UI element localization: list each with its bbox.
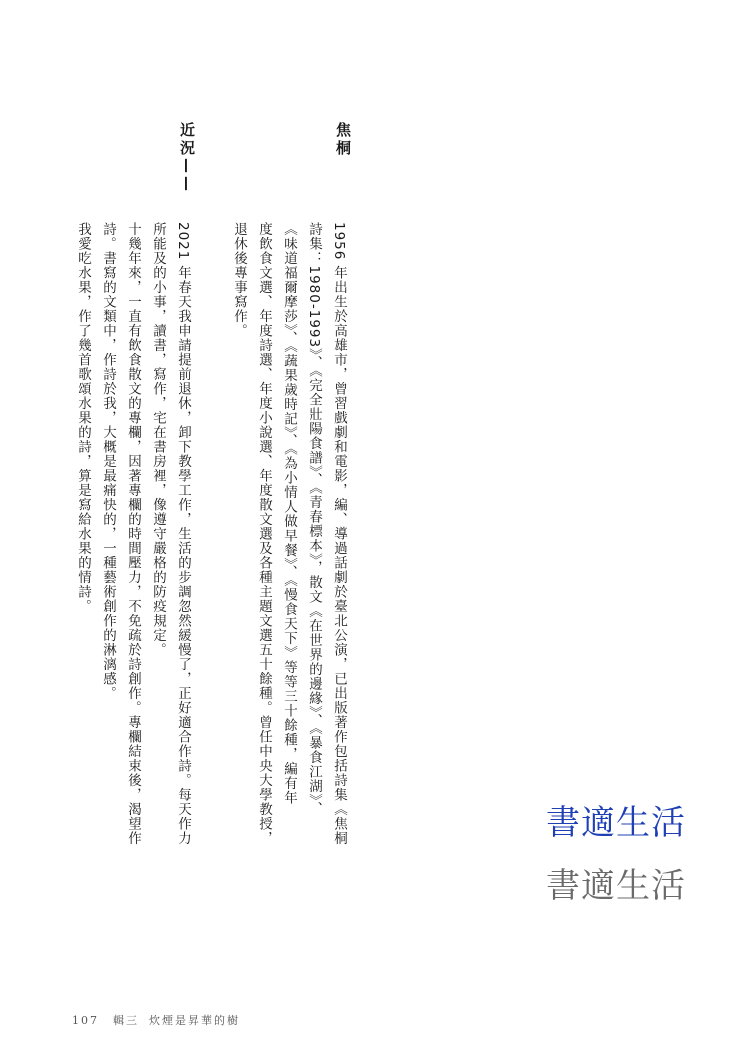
bio-line: 1956 年出生於高雄市，曾習戲劇和電影，編、導過話劇於臺北公演，已出版著作包括詩集《焦桐	[331, 222, 347, 846]
author-name-heading: 焦桐	[334, 122, 352, 158]
recent-news-heading: 近況——	[178, 122, 196, 194]
bio-line: 退休後專事寫作。	[231, 222, 247, 338]
bio-line: 詩集：1980-1993》、《完全壯陽食譜》、《青春標本》，散文《在世界的邊緣》、《暴食江湖》、	[306, 222, 322, 817]
book-title-secondary: 書適生活	[546, 866, 686, 906]
recent-news-body	[70, 222, 195, 846]
page-number: 107	[72, 1014, 99, 1027]
recent-line: 2021 年春天我申請提前退休，卸下教學工作，生活的步調忽然緩慢了，正好適合作詩。每天作力	[175, 222, 191, 846]
chapter-label: 輯三	[113, 1014, 139, 1027]
section-title: 炊煙是昇華的樹	[149, 1014, 240, 1027]
page-footer	[72, 1012, 240, 1028]
book-title-primary: 書適生活	[546, 803, 686, 843]
recent-line: 十幾年來，一直有飲食散文的專欄，因著專欄的時間壓力，不免疏於詩創作。專欄結束後，渴望作	[125, 222, 141, 846]
recent-line: 所能及的小事，讀書，寫作，宅在書房裡，像遵守嚴格的防疫規定。	[150, 222, 166, 657]
author-bio	[226, 222, 351, 846]
bio-line: 度飲食文選、年度詩選、年度小說選、年度散文選及各種主題文選五十餘種。曾任中央大學教授，	[256, 222, 272, 846]
recent-line: 我愛吃水果，作了幾首歌頌水果的詩，算是寫給水果的情詩。	[75, 222, 91, 614]
recent-line: 詩。書寫的文類中，作詩於我，大概是最痛快的，一種藝術創作的淋漓感。	[100, 222, 116, 701]
bio-line: 《味道福爾摩莎》、《蔬果歲時記》、《為小情人做早餐》、《慢食天下》等等三十餘種，編有年	[281, 222, 297, 805]
